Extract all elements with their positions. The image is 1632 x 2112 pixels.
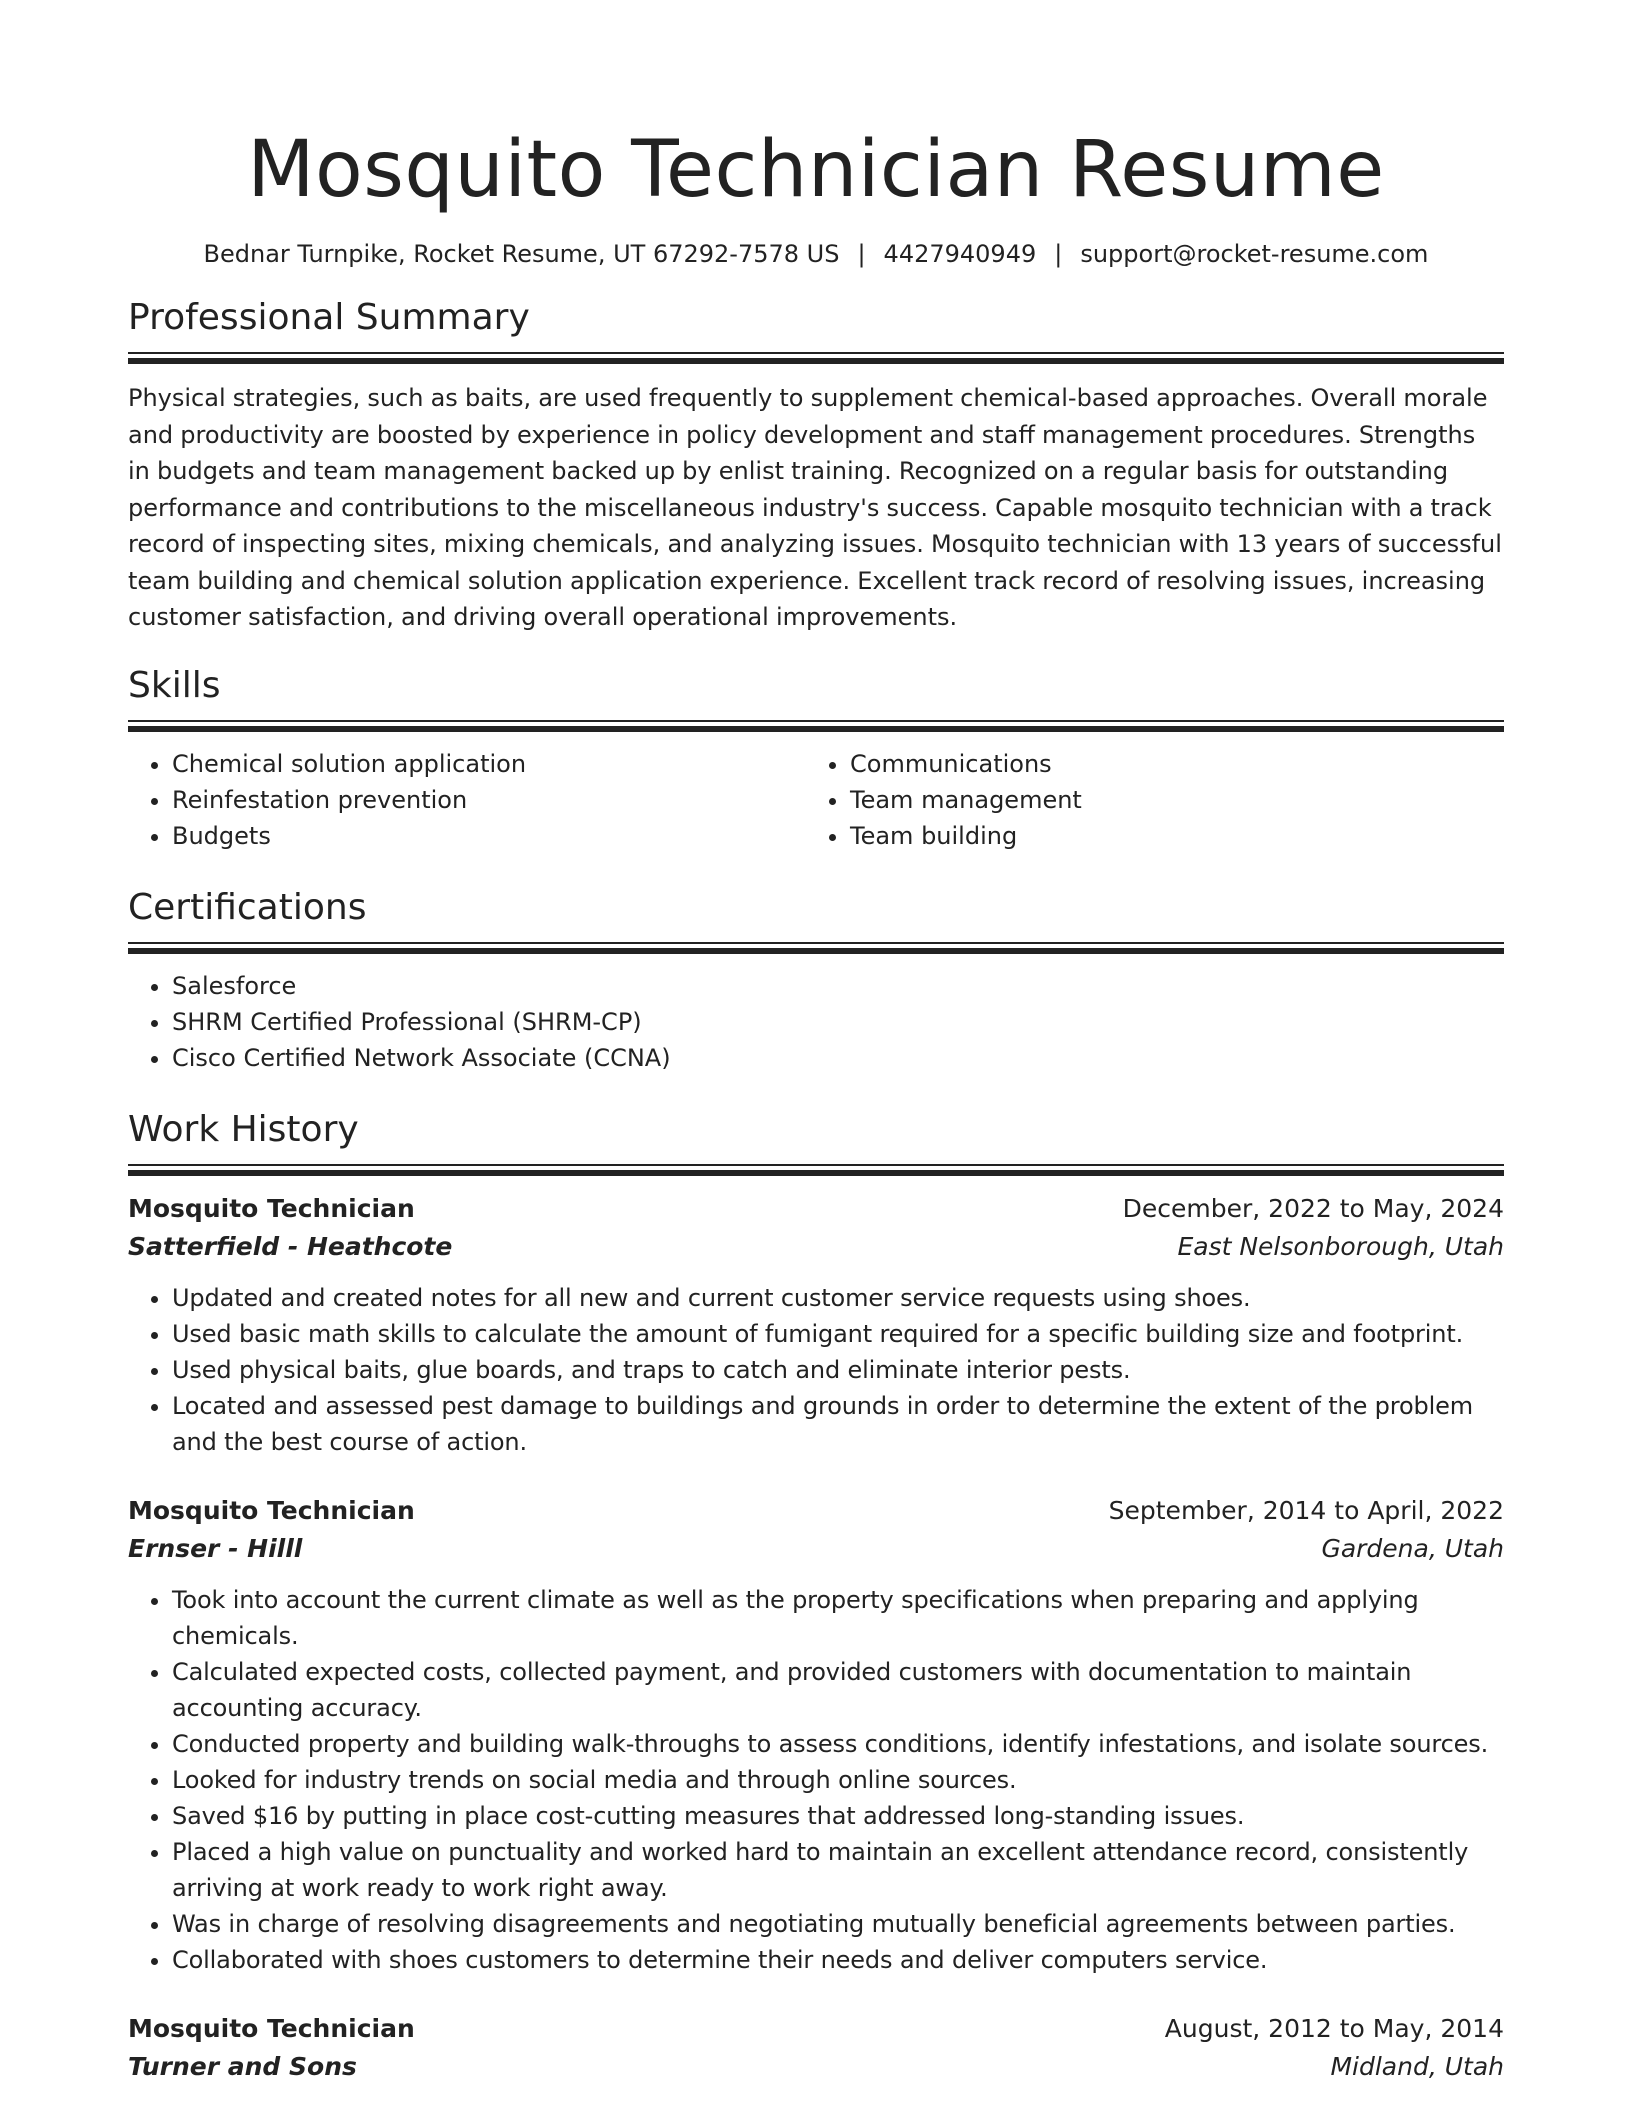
section-divider bbox=[128, 720, 1504, 732]
job-bullet: • Placed a high value on punctuality and worked hard to maintain an excellent attendance record, consistently arriving at work ready to work right away. bbox=[172, 1834, 1504, 1906]
job-bullet: • Conducted property and building walk-throughs to assess conditions, identify infestations, and isolate sources. bbox=[172, 1726, 1504, 1762]
job-bullet: • Used physical baits, glue boards, and traps to catch and eliminate interior pests. bbox=[172, 1352, 1504, 1388]
certification-item: • Salesforce bbox=[172, 968, 1504, 1004]
job-header-row bbox=[128, 2010, 1504, 2048]
job-bullets bbox=[128, 1582, 1504, 1978]
contact-line bbox=[128, 238, 1504, 270]
job-dates: December, 2022 to May, 2024 bbox=[1122, 1193, 1504, 1223]
contact-separator: | bbox=[1054, 240, 1063, 268]
job-bullet: • Located and assessed pest damage to buildings and grounds in order to determine the extent of the problem and the best course of action. bbox=[172, 1388, 1504, 1460]
contact-email[interactable]: support@rocket-resume.com bbox=[1080, 240, 1429, 268]
job-entry bbox=[128, 2010, 1504, 2086]
certifications-heading: Certifications bbox=[128, 886, 367, 928]
job-location: Gardena, Utah bbox=[1321, 1533, 1504, 1563]
section-divider bbox=[128, 352, 1504, 364]
job-bullet: • Collaborated with shoes customers to determine their needs and deliver computers service. bbox=[172, 1942, 1504, 1978]
contact-phone: 4427940949 bbox=[883, 240, 1037, 268]
skills-column-left bbox=[128, 746, 806, 854]
skill-item: • Team building bbox=[850, 818, 1484, 854]
job-header-row bbox=[128, 1190, 1504, 1228]
job-dates: August, 2012 to May, 2014 bbox=[1164, 2013, 1504, 2043]
skill-item: • Chemical solution application bbox=[172, 746, 806, 782]
contact-address: Bednar Turnpike, Rocket Resume, UT 67292-7578 US bbox=[203, 240, 840, 268]
contact-separator: | bbox=[857, 240, 866, 268]
job-header-row bbox=[128, 1492, 1504, 1530]
job-bullet: • Calculated expected costs, collected payment, and provided customers with documentation to maintain accounting accuracy. bbox=[172, 1654, 1504, 1726]
skill-item: • Reinfestation prevention bbox=[172, 782, 806, 818]
skills-columns bbox=[128, 746, 1504, 854]
summary-section bbox=[128, 294, 1504, 636]
job-dates: September, 2014 to April, 2022 bbox=[1108, 1495, 1504, 1525]
skills-column-right bbox=[806, 746, 1484, 854]
job-company-row bbox=[128, 1228, 1504, 1266]
resume-page bbox=[128, 0, 1504, 2086]
section-divider bbox=[128, 1164, 1504, 1176]
section-divider bbox=[128, 942, 1504, 954]
job-title: Mosquito Technician bbox=[128, 2013, 415, 2043]
job-bullet: • Updated and created notes for all new and current customer service requests using shoes. bbox=[172, 1280, 1504, 1316]
summary-heading: Professional Summary bbox=[128, 297, 530, 338]
skill-item: • Team management bbox=[850, 782, 1484, 818]
job-entry bbox=[128, 1492, 1504, 1978]
job-location: Midland, Utah bbox=[1330, 2051, 1504, 2081]
skills-heading: Skills bbox=[128, 664, 221, 706]
job-title: Mosquito Technician bbox=[128, 1495, 415, 1525]
job-company: Ernser - Hilll bbox=[128, 1533, 303, 1563]
job-location: East Nelsonborough, Utah bbox=[1177, 1231, 1504, 1261]
job-company-row bbox=[128, 2048, 1504, 2086]
skills-list-left bbox=[128, 746, 806, 854]
job-bullets bbox=[128, 1280, 1504, 1460]
job-entry bbox=[128, 1190, 1504, 1460]
job-bullet: • Looked for industry trends on social media and through online sources. bbox=[172, 1762, 1504, 1798]
job-company-row bbox=[128, 1530, 1504, 1568]
job-bullet: • Used basic math skills to calculate the amount of fumigant required for a specific building size and footprint. bbox=[172, 1316, 1504, 1352]
job-company: Satterfield - Heathcote bbox=[128, 1231, 453, 1261]
skill-item: • Budgets bbox=[172, 818, 806, 854]
work-history-section bbox=[128, 1106, 1504, 2086]
certification-item: • Cisco Certified Network Associate (CCNA) bbox=[172, 1040, 1504, 1076]
certification-item: • SHRM Certified Professional (SHRM-CP) bbox=[172, 1004, 1504, 1040]
skill-item: • Communications bbox=[850, 746, 1484, 782]
skills-section bbox=[128, 662, 1504, 854]
certifications-section bbox=[128, 884, 1504, 1076]
job-bullet: • Was in charge of resolving disagreements and negotiating mutually beneficial agreements between parties. bbox=[172, 1906, 1504, 1942]
job-company: Turner and Sons bbox=[128, 2051, 357, 2081]
job-title: Mosquito Technician bbox=[128, 1193, 415, 1223]
skills-list-right bbox=[806, 746, 1484, 854]
summary-text: Physical strategies, such as baits, are used frequently to supplement chemical-based approaches. Overall morale and productivity are boosted by experience in policy development and staff management procedures. Strengths in budgets and team management backed up by enlist training. Recognized on a regular basis for outstanding performance and contributions to the miscellaneous industry's success. Capable mosquito technician with a track record of inspecting sites, mixing chemicals, and analyzing issues. Mosquito technician with 13 years of successful team building and chemical solution application experience. Excellent track record of resolving issues, increasing customer satisfaction, and driving overall operational improvements. bbox=[128, 384, 1502, 631]
job-bullet: • Took into account the current climate as well as the property specifications when preparing and applying chemicals. bbox=[172, 1582, 1504, 1654]
certifications-list bbox=[128, 968, 1504, 1076]
work-history-heading: Work History bbox=[128, 1108, 359, 1150]
resume-title: Mosquito Technician Resume bbox=[247, 125, 1385, 215]
job-bullet: • Saved $16 by putting in place cost-cutting measures that addressed long-standing issues. bbox=[172, 1798, 1504, 1834]
